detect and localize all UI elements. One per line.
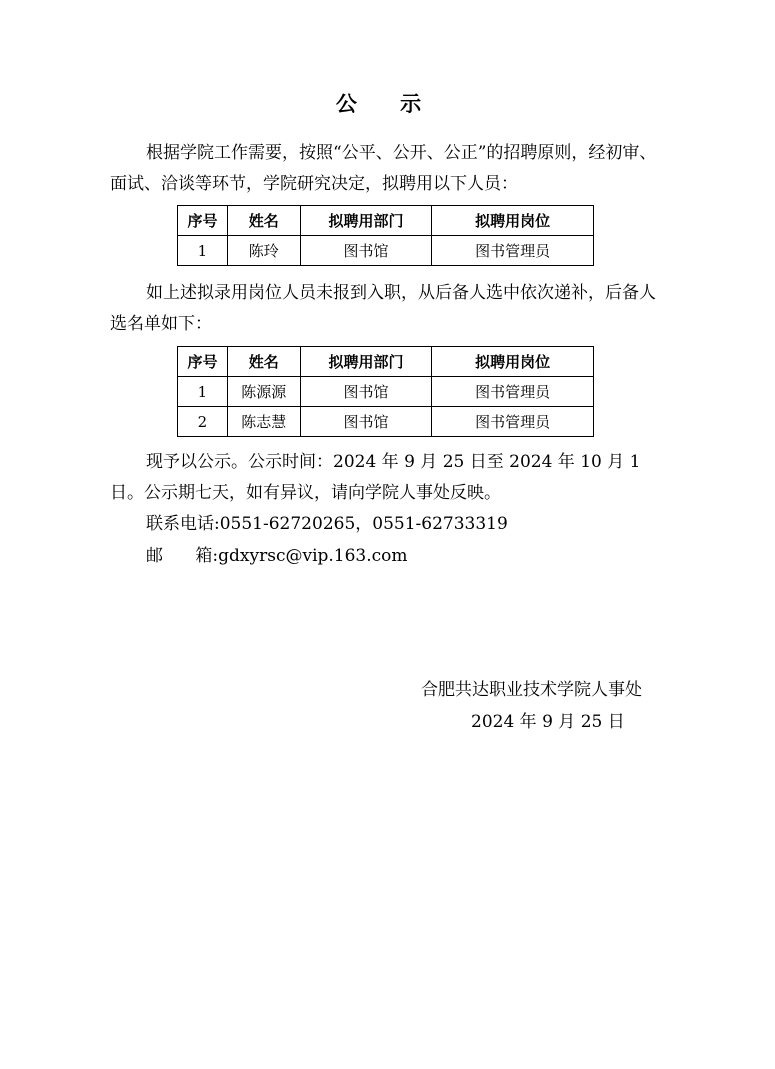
cell-dept: 图书馆 — [300, 236, 432, 266]
table-row — [178, 407, 594, 437]
signature-date: 2024 年 9 月 25 日 — [471, 712, 625, 732]
cell-name: 陈玲 — [227, 236, 300, 266]
backup-table — [177, 346, 594, 437]
cell-name: 陈源源 — [227, 377, 300, 407]
header-post: 拟聘用岗位 — [432, 206, 594, 236]
cell-post: 图书管理员 — [432, 407, 594, 437]
cell-post: 图书管理员 — [432, 377, 594, 407]
header-post: 拟聘用岗位 — [432, 347, 594, 377]
cell-no: 1 — [178, 236, 228, 266]
cell-name: 陈志慧 — [227, 407, 300, 437]
cell-dept: 图书馆 — [300, 377, 432, 407]
table-row — [178, 236, 594, 266]
signature-org: 合肥共达职业技术学院人事处 — [421, 680, 642, 700]
cell-no: 2 — [178, 407, 228, 437]
header-name: 姓名 — [227, 206, 300, 236]
hired-table — [177, 205, 594, 266]
notice-period-paragraph: 现予以公示。公示时间：2024 年 9 月 25 日至 2024 年 10 月 1 日。公示期七天，如有异议，请向学院人事处反映。 — [110, 452, 641, 503]
header-dept: 拟聘用部门 — [300, 206, 432, 236]
table-header-row — [178, 347, 594, 377]
header-name: 姓名 — [227, 347, 300, 377]
page-title: 公 示 — [335, 92, 440, 116]
header-no: 序号 — [178, 347, 228, 377]
table-header-row — [178, 206, 594, 236]
header-no: 序号 — [178, 206, 228, 236]
cell-no: 1 — [178, 377, 228, 407]
intro-paragraph: 根据学院工作需要，按照“公平、公开、公正”的招聘原则，经初审、面试、洽谈等环节，学院研究决定，拟聘用以下人员： — [110, 143, 657, 194]
cell-post: 图书管理员 — [432, 236, 594, 266]
backup-intro-paragraph: 如上述拟录用岗位人员未报到入职，从后备人选中依次递补，后备人选名单如下： — [110, 283, 656, 334]
contact-phone: 联系电话:0551-62720265，0551-62733319 — [146, 514, 508, 534]
table-row — [178, 377, 594, 407]
header-dept: 拟聘用部门 — [300, 347, 432, 377]
cell-dept: 图书馆 — [300, 407, 432, 437]
contact-email: 邮 箱:gdxyrsc@vip.163.com — [146, 546, 408, 566]
